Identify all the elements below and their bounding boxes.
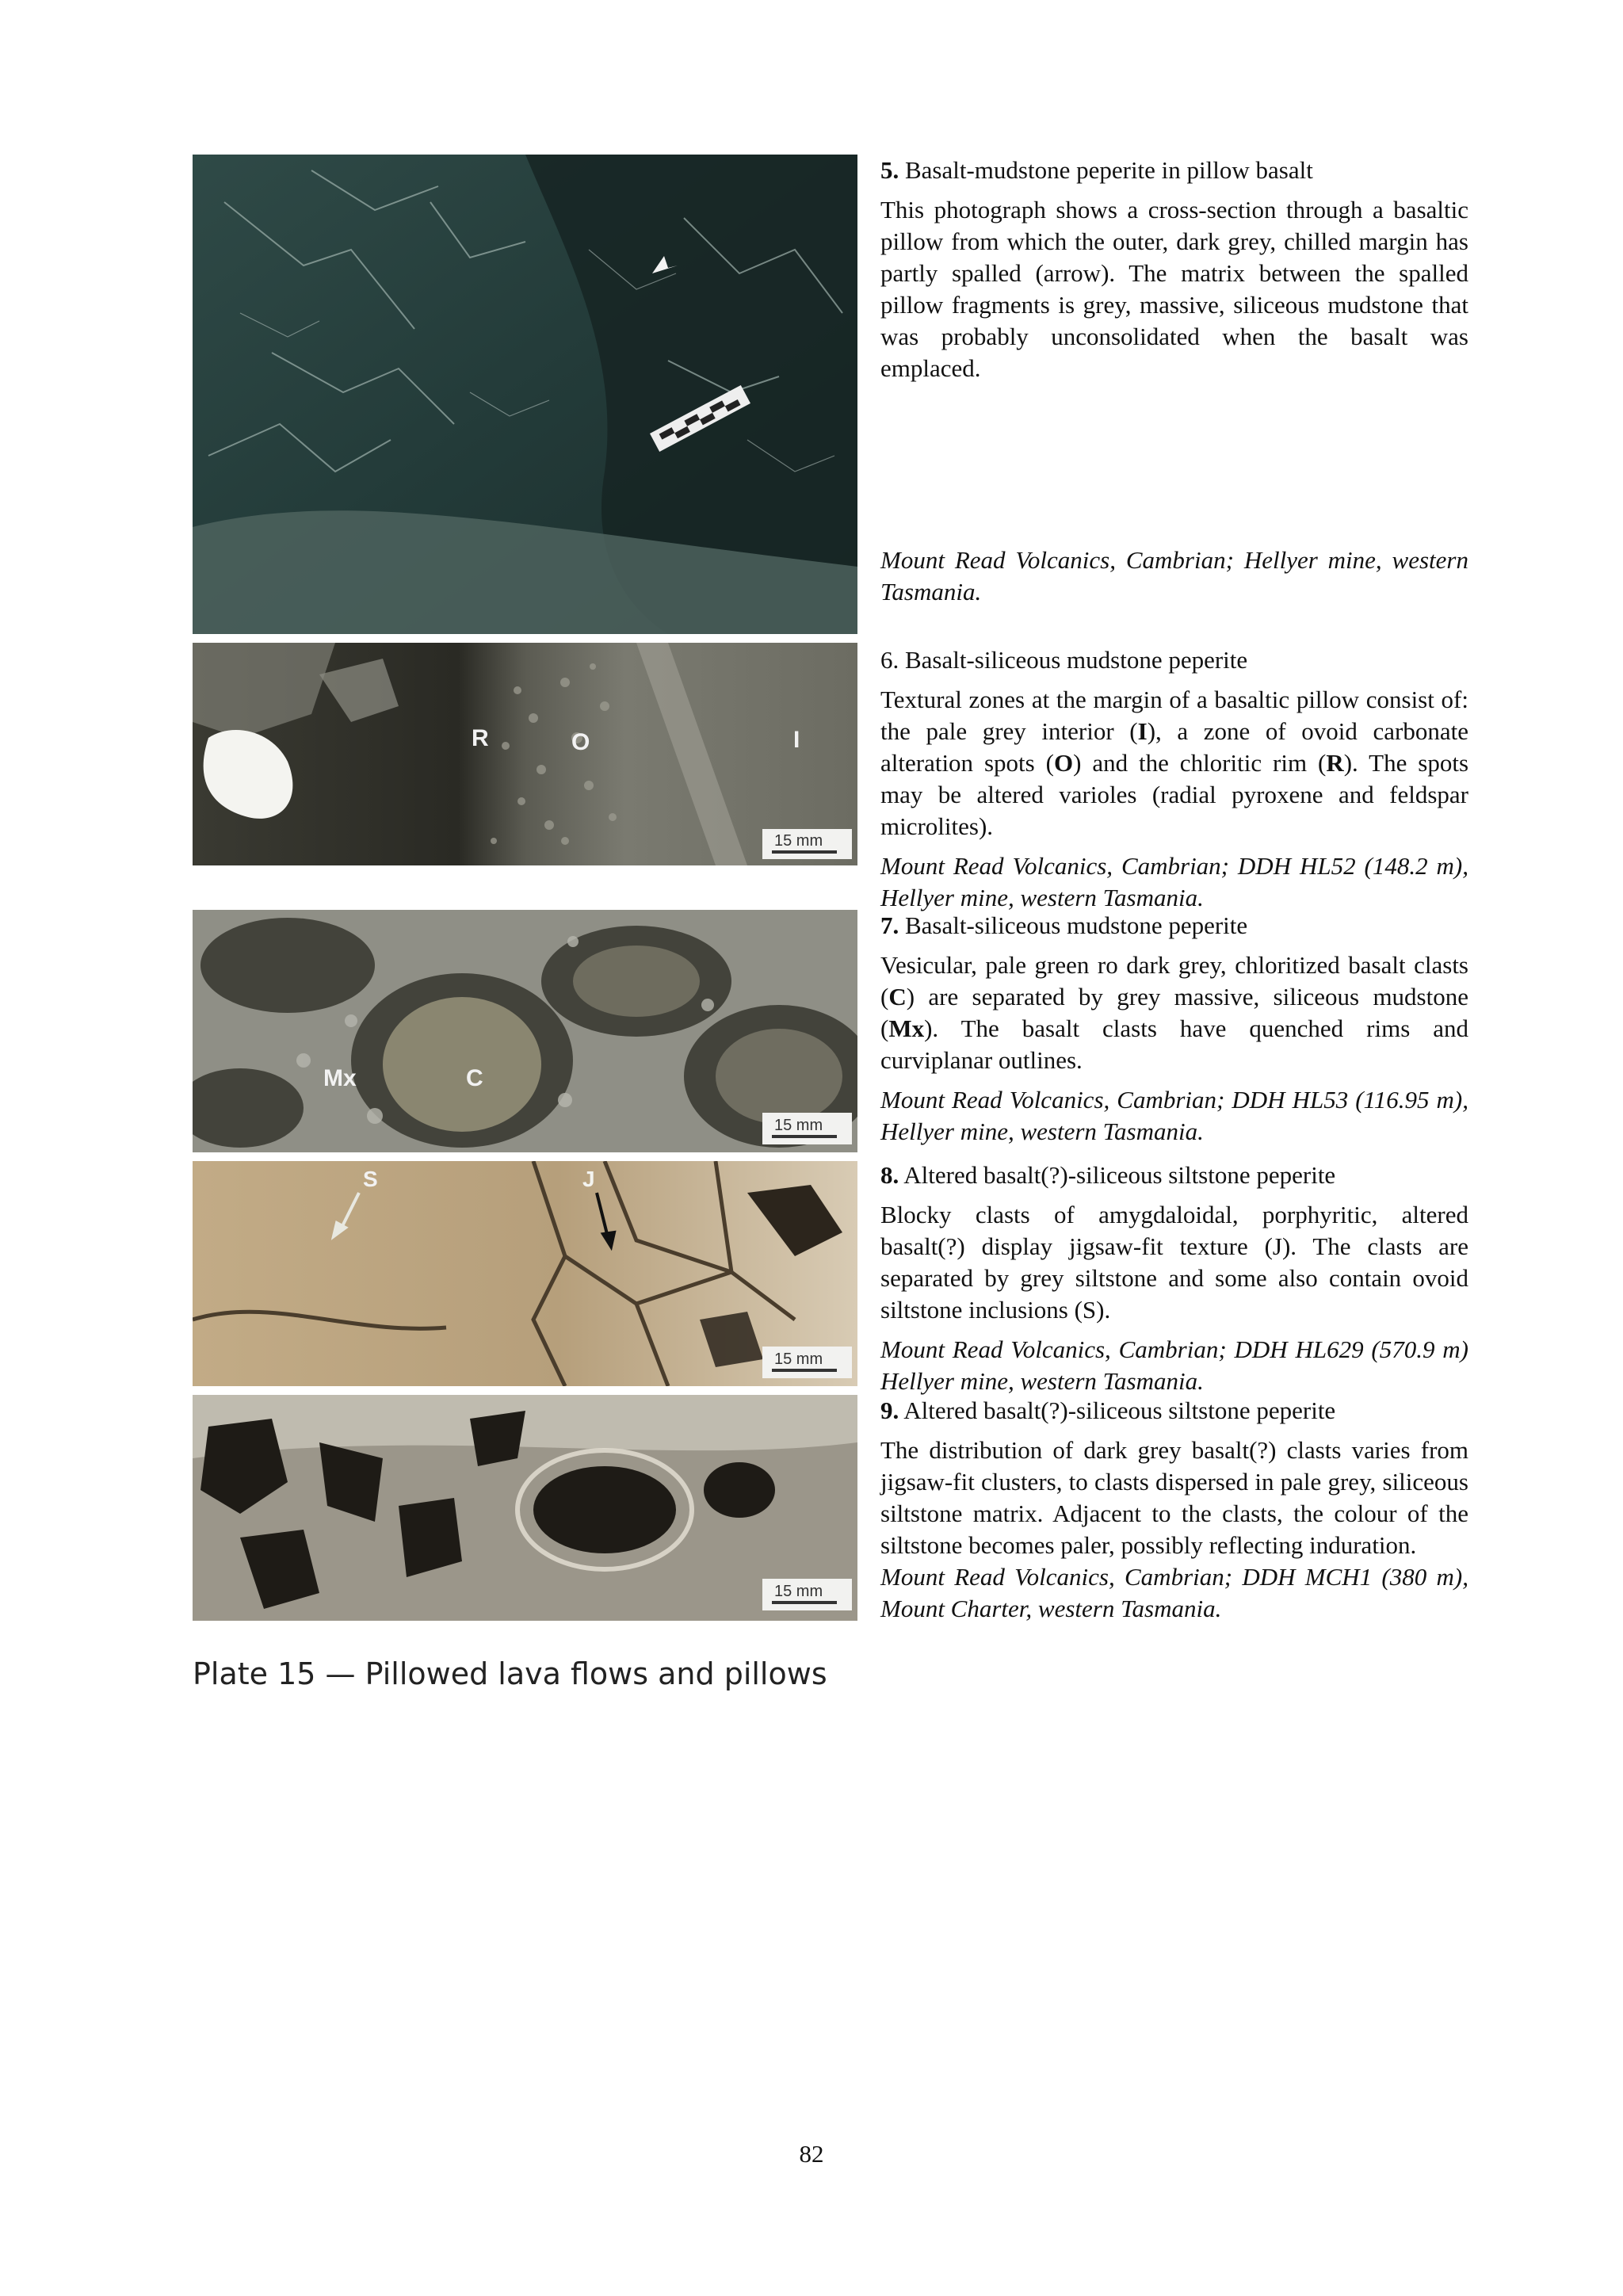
label-i: I (793, 727, 800, 753)
photo-7-basalt-clasts (193, 910, 857, 1152)
caption-number: 5. (880, 156, 899, 184)
caption-heading (880, 910, 1468, 942)
label-o: O (571, 729, 590, 755)
caption-body: This photograph shows a cross-section through a basaltic pillow from which the outer, dark grey, chilled margin has partly spalled (arrow). The matrix between the spalled pillow fragments is grey, massive, siliceous mudstone that was probably unconsolidated when the basalt was emplaced. (880, 196, 1468, 382)
caption-heading (880, 1395, 1468, 1427)
plate-title: Plate 15 — Pillowed lava flows and pillows (193, 1656, 827, 1691)
scale-label: 15 mm (774, 1117, 823, 1134)
label-j: J (582, 1167, 595, 1191)
label-r: R (472, 725, 489, 751)
caption-heading (880, 644, 1468, 676)
caption-body: Vesicular, pale green ro dark grey, chloritized basalt clasts (C) are separated by grey massive, siliceous mudstone (Mx). The basalt clasts have quenched rims and curviplanar outlines. (880, 951, 1468, 1074)
label-s: S (363, 1167, 378, 1191)
caption-title: Basalt-siliceous mudstone peperite (905, 646, 1248, 674)
caption-location: Mount Read Volcanics, Cambrian; DDH HL53 (116.95 m), Hellyer mine, western Tasmania. (880, 1086, 1468, 1145)
scale-label: 15 mm (774, 1583, 823, 1600)
caption-5 (880, 155, 1468, 606)
caption-body: The distribution of dark grey basalt(?) clasts varies from jigsaw-fit clusters, to clasts dispersed in pale grey, siliceous siltstone matrix. Adjacent to the clasts, the colour of the siltstone becomes paler, possibly reflecting induration. (880, 1436, 1468, 1559)
photo-9-dispersed-clasts (193, 1395, 857, 1621)
caption-heading (880, 1159, 1468, 1191)
caption-6 (880, 644, 1468, 914)
scale-label: 15 mm (774, 832, 823, 850)
caption-location: Mount Read Volcanics, Cambrian; DDH MCH1 (380 m), Mount Charter, western Tasmania. (880, 1563, 1468, 1622)
label-c: C (466, 1065, 483, 1091)
caption-body: Blocky clasts of amygdaloidal, porphyritic, altered basalt(?) display jigsaw-fit texture (J). The clasts are separated by grey siltstone and some also contain ovoid siltstone inclusions (S). (880, 1201, 1468, 1324)
caption-title: Basalt-siliceous mudstone peperite (905, 911, 1248, 939)
page-number: 82 (799, 2140, 824, 2168)
photo-8-jigsaw-fit (193, 1161, 857, 1386)
caption-location: Mount Read Volcanics, Cambrian; Hellyer mine, western Tasmania. (880, 546, 1468, 606)
caption-9 (880, 1395, 1468, 1625)
scale-label: 15 mm (774, 1350, 823, 1368)
caption-heading (880, 155, 1468, 186)
label-mx: Mx (323, 1065, 357, 1091)
caption-8 (880, 1159, 1468, 1397)
caption-number: 6. (880, 646, 899, 674)
caption-7 (880, 910, 1468, 1148)
caption-title: Basalt-mudstone peperite in pillow basalt (905, 156, 1313, 184)
caption-location: Mount Read Volcanics, Cambrian; DDH HL629 (570.9 m) Hellyer mine, western Tasmania. (880, 1335, 1468, 1395)
photo-6-pillow-margin (193, 643, 857, 865)
caption-title: Altered basalt(?)-siliceous siltstone peperite (903, 1161, 1336, 1189)
caption-title: Altered basalt(?)-siliceous siltstone peperite (903, 1396, 1336, 1424)
caption-number: 9. (880, 1396, 899, 1424)
caption-body: Textural zones at the margin of a basaltic pillow consist of: the pale grey interior (I), a zone of ovoid carbonate alteration spots (O) and the chloritic rim (R). The spots may be altered varioles (radial pyroxene and feldspar microlites). (880, 686, 1469, 840)
caption-number: 8. (880, 1161, 899, 1189)
caption-number: 7. (880, 911, 899, 939)
photo-5-pillow-basalt (193, 155, 857, 634)
caption-location: Mount Read Volcanics, Cambrian; DDH HL52 (148.2 m), Hellyer mine, western Tasmania. (880, 852, 1468, 911)
